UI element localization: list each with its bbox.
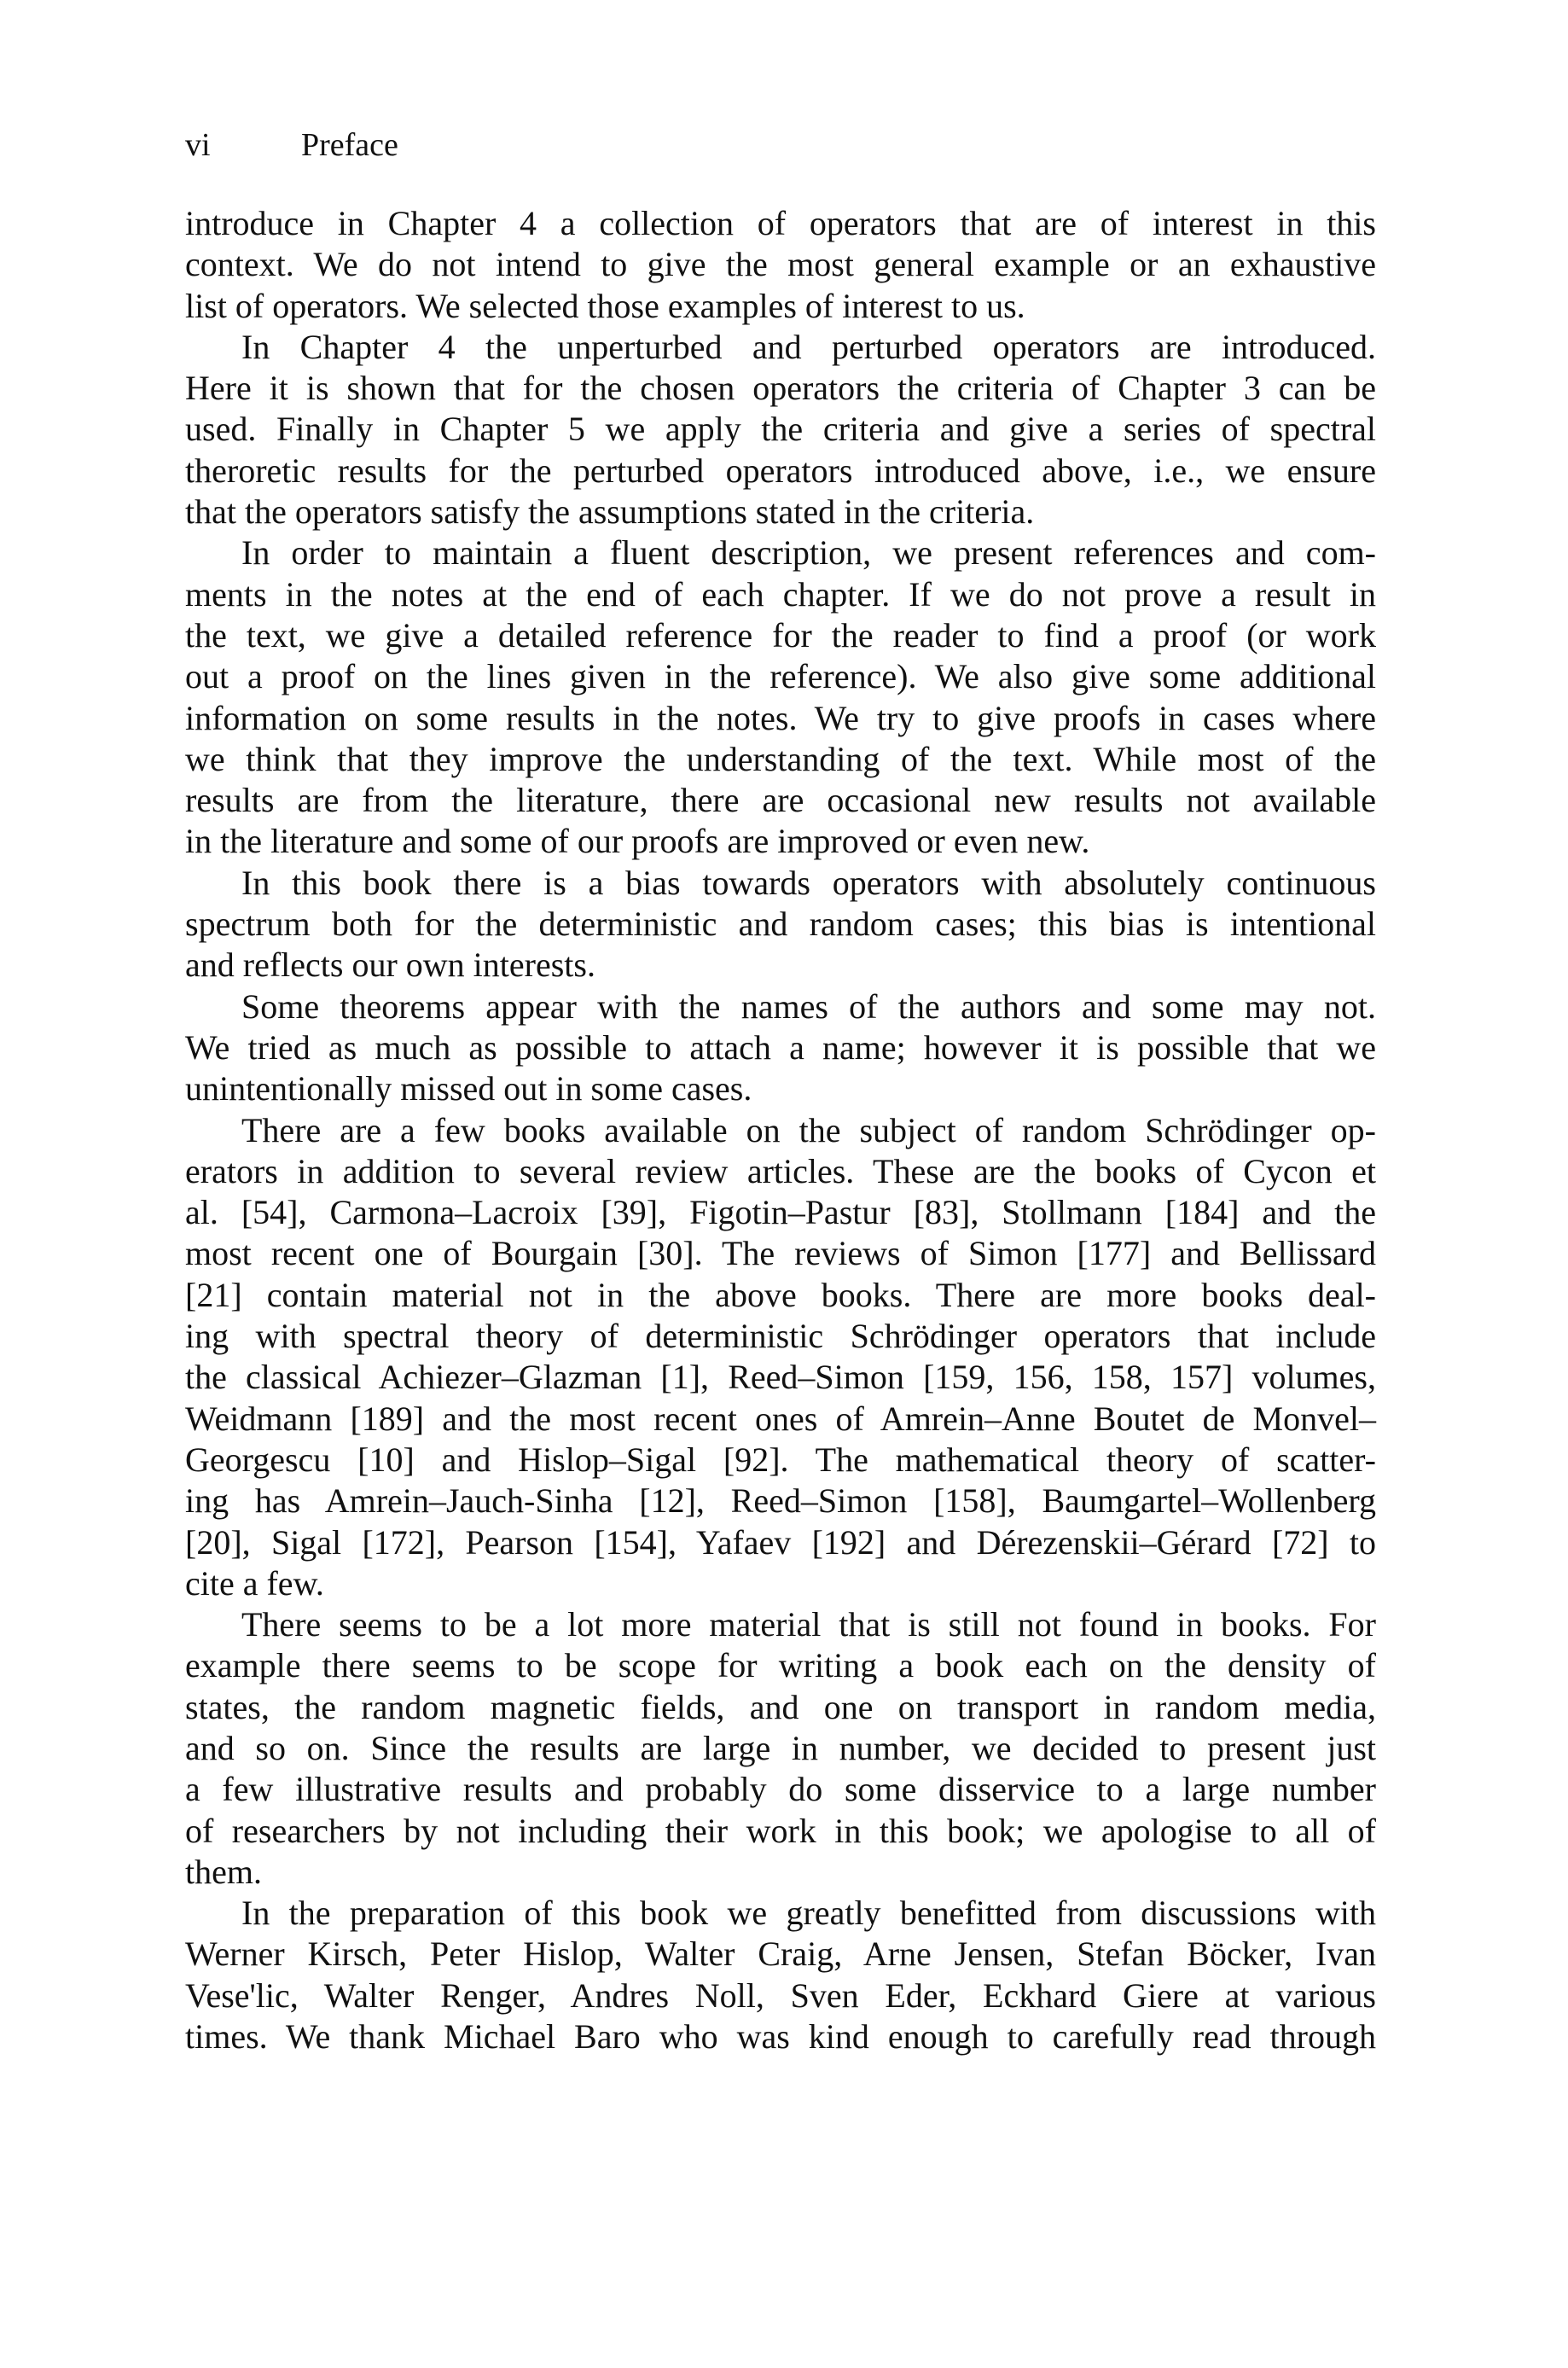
text-line: results are from the literature, there are occasional new results not available	[185, 781, 1376, 820]
text-line: in the literature and some of our proofs are improved or even new.	[185, 822, 1090, 861]
text-line: There are a few books available on the subject of random Schrödinger op-	[241, 1110, 1376, 1149]
paragraph	[185, 1110, 1376, 1605]
text-line: In the preparation of this book we greatly benefitted from discussions with	[241, 1894, 1376, 1933]
text-line: Werner Kirsch, Peter Hislop, Walter Craig, Arne Jensen, Stefan Böcker, Ivan	[185, 1935, 1376, 1974]
text-line: Some theorems appear with the names of the authors and some may not.	[241, 986, 1376, 1026]
text-line: and so on. Since the results are large in number, we decided to present just	[185, 1728, 1376, 1767]
paragraph	[185, 1604, 1376, 1893]
text-line: list of operators. We selected those examples of interest to us.	[185, 286, 1025, 325]
text-line: most recent one of Bourgain [30]. The reviews of Simon [177] and Bellissard	[185, 1234, 1376, 1273]
paragraph	[185, 203, 1376, 327]
text-line: theroretic results for the perturbed operators introduced above, i.e., we ensure	[185, 451, 1376, 490]
text-line: In order to maintain a fluent description, we present references and com-	[241, 533, 1376, 573]
paragraph	[185, 532, 1376, 862]
text-line: In Chapter 4 the unperturbed and perturbed operators are introduced.	[241, 327, 1376, 366]
text-line: Here it is shown that for the chosen operators the criteria of Chapter 3 can be	[185, 369, 1376, 408]
text-line: context. We do not intend to give the most general example or an exhaustive	[185, 245, 1376, 284]
text-line: ing has Amrein–Jauch-Sinha [12], Reed–Simon [158], Baumgartel–Wollenberg	[185, 1481, 1376, 1521]
body-text	[185, 203, 1376, 2057]
text-line: a few illustrative results and probably do some disservice to a large number	[185, 1770, 1376, 1809]
text-line: cite a few.	[185, 1563, 324, 1603]
paragraph	[185, 986, 1376, 1110]
text-line: we think that they improve the understanding of the text. While most of the	[185, 739, 1376, 778]
text-line: out a proof on the lines given in the reference). We also give some additional	[185, 657, 1376, 696]
paragraph	[185, 327, 1376, 532]
text-line: times. We thank Michael Baro who was kind enough to carefully read through	[185, 2017, 1376, 2057]
text-line: [21] contain material not in the above books. There are more books deal-	[185, 1275, 1376, 1314]
text-line: We tried as much as possible to attach a name; however it is possible that we	[185, 1027, 1376, 1067]
text-line: There seems to be a lot more material that is still not found in books. For	[241, 1605, 1376, 1644]
text-line: Weidmann [189] and the most recent ones of Amrein–Anne Boutet de Monvel–	[185, 1399, 1376, 1438]
running-title: Preface	[301, 127, 398, 163]
text-line: introduce in Chapter 4 a collection of operators that are of interest in this	[185, 204, 1376, 242]
text-line: [20], Sigal [172], Pearson [154], Yafaev [192] and Dérezenskii–Gérard [72] to	[185, 1522, 1376, 1562]
text-line: them.	[185, 1852, 262, 1891]
text-line: spectrum both for the deterministic and random cases; this bias is intentional	[185, 905, 1376, 944]
text-line: and reflects our own interests.	[185, 945, 595, 985]
paragraph	[185, 1893, 1376, 2057]
text-line: ing with spectral theory of deterministic Schrödinger operators that include	[185, 1317, 1376, 1356]
text-line: In this book there is a bias towards operators with absolutely continuous	[241, 863, 1376, 902]
text-line: erators in addition to several review articles. These are the books of Cycon et	[185, 1151, 1376, 1190]
text-line: unintentionally missed out in some cases.	[185, 1069, 752, 1108]
paragraph	[185, 863, 1376, 986]
text-line: the classical Achiezer–Glazman [1], Reed–Simon [159, 156, 158, 157] volumes,	[185, 1358, 1376, 1397]
text-line: information on some results in the notes. We try to give proofs in cases where	[185, 698, 1376, 737]
text-line: the text, we give a detailed reference for the reader to find a proof (or work	[185, 615, 1376, 655]
text-line: states, the random magnetic fields, and one on transport in random media,	[185, 1687, 1376, 1726]
page-number: vi	[185, 127, 211, 163]
text-line: Vese'lic, Walter Renger, Andres Noll, Sven Eder, Eckhard Giere at various	[185, 1975, 1376, 2015]
text-line: of researchers by not including their work in this book; we apologise to all of	[185, 1811, 1376, 1850]
text-line: ments in the notes at the end of each chapter. If we do not prove a result in	[185, 574, 1376, 614]
text-line: that the operators satisfy the assumptions stated in the criteria.	[185, 492, 1035, 532]
text-line: used. Finally in Chapter 5 we apply the criteria and give a series of spectral	[185, 410, 1376, 449]
text-line: al. [54], Carmona–Lacroix [39], Figotin–Pastur [83], Stollmann [184] and the	[185, 1193, 1376, 1232]
text-line: Georgescu [10] and Hislop–Sigal [92]. The mathematical theory of scatter-	[185, 1440, 1376, 1479]
text-line: example there seems to be scope for writing a book each on the density of	[185, 1646, 1376, 1685]
